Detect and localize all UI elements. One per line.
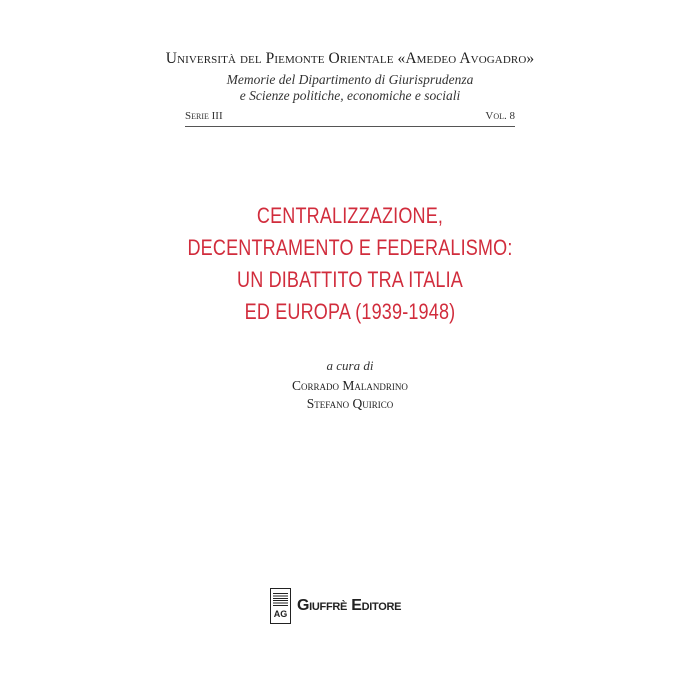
- memorie-subtitle: [0, 72, 700, 104]
- publisher-block: [270, 588, 470, 624]
- university-name: [0, 50, 700, 68]
- university-name-text: Università del Piemonte Orientale «Amedeo Avogadro»: [165, 50, 535, 67]
- memorie-line-2: e Scienze politiche, economiche e sociali: [239, 88, 461, 103]
- book-title: [63, 200, 637, 328]
- publisher-logo-stripes: [273, 592, 288, 606]
- memorie-line-1: Memorie del Dipartimento di Giurisprudenza: [226, 72, 474, 87]
- title-line-3: UN DIBATTITO TRA ITALIA: [237, 267, 463, 292]
- series-label: Serie III: [185, 110, 223, 122]
- editor-name-1: Corrado Malandrino: [292, 378, 408, 393]
- publisher-logo-text: AG: [273, 609, 288, 619]
- series-row: [185, 110, 515, 127]
- publisher-name: Giuffrè Editore: [297, 597, 402, 614]
- publisher-logo-icon: [270, 588, 291, 624]
- volume-label: Vol. 8: [485, 110, 515, 122]
- curated-by-label: a cura di: [326, 358, 374, 373]
- header-rule: [185, 126, 515, 127]
- title-line-1: CENTRALIZZAZIONE,: [256, 203, 444, 228]
- title-line-4: ED EUROPA (1939-1948): [244, 299, 456, 324]
- title-line-2: DECENTRAMENTO E FEDERALISMO:: [187, 235, 513, 260]
- editor-name-2: Stefano Quirico: [306, 396, 394, 411]
